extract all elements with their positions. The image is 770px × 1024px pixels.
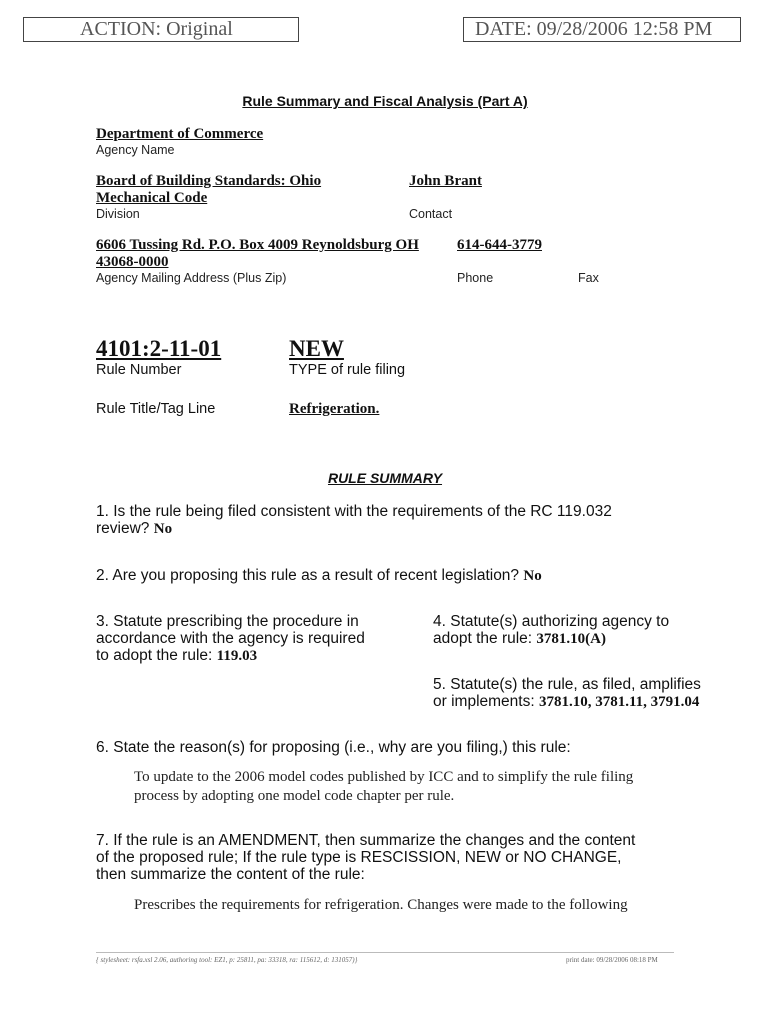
address-value-line1: 6606 Tussing Rd. P.O. Box 4009 Reynoldsburg OH xyxy=(96,237,419,253)
question-4-line1: 4. Statute(s) authorizing agency to xyxy=(433,613,670,630)
rule-number-label: Rule Number xyxy=(96,362,182,378)
question-1-line1: 1. Is the rule being filed consistent with the requirements of the RC 119.032 xyxy=(96,503,612,520)
action-text: ACTION: Original xyxy=(80,18,233,40)
question-7-line2: of the proposed rule; If the rule type is RESCISSION, NEW or NO CHANGE, xyxy=(96,849,622,866)
question-1-text: review? xyxy=(96,520,150,537)
fax-label: Fax xyxy=(578,271,599,285)
question-4-answer: 3781.10(A) xyxy=(536,631,606,647)
phone-value: 614-644-3779 xyxy=(457,237,542,253)
question-6-text: 6. State the reason(s) for proposing (i.e., why are you filing,) this rule: xyxy=(96,739,571,756)
question-6-answer-line2: process by adopting one model code chapter per rule. xyxy=(134,788,455,804)
action-box xyxy=(23,17,299,42)
question-6-answer-line1: To update to the 2006 model codes published by ICC and to simplify the rule filing xyxy=(134,769,634,785)
footer-print-date: print date: 09/28/2006 08:18 PM xyxy=(566,956,658,964)
rule-summary-heading: RULE SUMMARY xyxy=(327,470,443,486)
question-7-line1: 7. If the rule is an AMENDMENT, then summarize the changes and the content xyxy=(96,832,636,849)
question-3-line1: 3. Statute prescribing the procedure in xyxy=(96,613,359,630)
rule-type-value: NEW xyxy=(289,336,344,361)
question-5-text: or implements: xyxy=(433,693,535,710)
question-2-answer: No xyxy=(523,568,542,584)
question-3-line3 xyxy=(96,647,257,665)
rule-title-label: Rule Title/Tag Line xyxy=(96,401,216,417)
rule-type-label: TYPE of rule filing xyxy=(289,362,406,378)
question-3-line2: accordance with the agency is required xyxy=(96,630,365,647)
question-2 xyxy=(96,567,542,585)
question-2-text: 2. Are you proposing this rule as a result of recent legislation? xyxy=(96,567,520,584)
address-label: Agency Mailing Address (Plus Zip) xyxy=(96,271,287,285)
division-value-line1: Board of Building Standards: Ohio xyxy=(96,173,322,189)
question-1-answer: No xyxy=(153,521,173,537)
question-7-answer-line1: Prescribes the requirements for refrigeration. Changes were made to the following xyxy=(134,897,628,913)
page-title: Rule Summary and Fiscal Analysis (Part A) xyxy=(242,93,528,109)
footer-divider xyxy=(96,952,674,953)
date-text: DATE: 09/28/2006 12:58 PM xyxy=(475,18,713,40)
agency-name-value: Department of Commerce xyxy=(96,126,264,142)
contact-value: John Brant xyxy=(409,173,482,189)
contact-label: Contact xyxy=(409,207,453,221)
division-value-line2: Mechanical Code xyxy=(96,190,208,206)
question-5-line2 xyxy=(433,693,699,711)
question-4-line2 xyxy=(433,630,606,648)
footer-stylesheet-info: { stylesheet: rsfa.xsl 2.06, authoring tool: EZ1, p: 25811, pa: 33318, ra: 115612, d: 131057)} xyxy=(96,956,358,964)
question-1-line2 xyxy=(96,520,172,538)
agency-name-label: Agency Name xyxy=(96,143,175,157)
rule-number-value: 4101:2-11-01 xyxy=(96,336,222,361)
address-value-line2: 43068-0000 xyxy=(96,254,169,270)
question-7-line3: then summarize the content of the rule: xyxy=(96,866,365,883)
division-label: Division xyxy=(96,207,140,221)
question-3-answer: 119.03 xyxy=(216,648,258,664)
question-3-text: to adopt the rule: xyxy=(96,647,213,664)
question-5-line1: 5. Statute(s) the rule, as filed, amplifies xyxy=(433,676,701,693)
phone-label: Phone xyxy=(457,271,494,285)
date-box xyxy=(463,17,741,42)
question-5-answer: 3781.10, 3781.11, 3791.04 xyxy=(538,694,700,710)
question-4-text: adopt the rule: xyxy=(433,630,533,647)
rule-title-value: Refrigeration. xyxy=(289,401,380,417)
